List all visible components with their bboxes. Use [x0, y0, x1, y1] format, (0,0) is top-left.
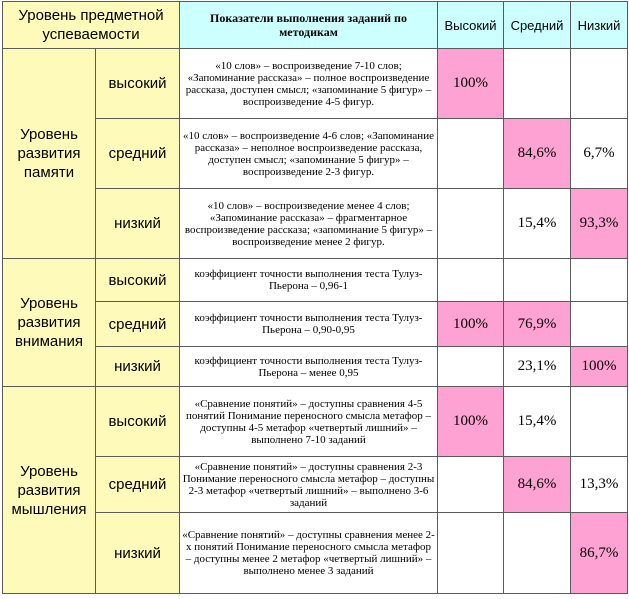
- medium-value: 76,9%: [504, 302, 571, 347]
- low-column-header: Низкий: [571, 2, 628, 49]
- memory-group-label: Уровень развития памяти: [3, 49, 96, 259]
- high-value: [438, 119, 504, 189]
- low-value: 13,3%: [571, 457, 628, 513]
- table-row: [3, 457, 628, 513]
- medium-value: [504, 513, 571, 594]
- attention-group-label: Уровень развития внимания: [3, 259, 96, 387]
- high-column-header: Высокий: [438, 2, 504, 49]
- indicator-description: коэффициент точности выполнения теста Тулуз-Пьерона – 0,90-0,95: [180, 302, 438, 347]
- indicator-description: «Сравнение понятий» – доступны сравнения 2-3 Понимание переносного смысла метафор – доступны 2-3 метафор «четвертый лишний» – выполнено 3-6 заданий: [180, 457, 438, 513]
- high-value: 100%: [438, 302, 504, 347]
- medium-value: [504, 49, 571, 119]
- low-value: 86,7%: [571, 513, 628, 594]
- low-value: 6,7%: [571, 119, 628, 189]
- thinking-group-label: Уровень развития мышления: [3, 387, 96, 594]
- indicators-column-header: Показатели выполнения заданий по методикам: [180, 2, 438, 49]
- indicator-description: «Сравнение понятий» – доступны сравнения менее 2-х понятий Понимание переносного смысла метафор – доступны менее 2 метафор «четвертый лишний» – выполнено менее 3 заданий: [180, 513, 438, 594]
- level-label: средний: [96, 457, 180, 513]
- level-label: средний: [96, 302, 180, 347]
- indicator-description: «10 слов» – воспроизведение 7-10 слов; «Запоминание рассказа» – полное воспроизведение рассказа, доступен смысл; «запоминание 5 фигур» – воспроизведение 4-5 фигур.: [180, 49, 438, 119]
- table-row: [3, 347, 628, 387]
- indicator-description: «10 слов» – воспроизведение менее 4 слов; «Запоминание рассказа» – фрагментарное воспроизведение рассказа; «запоминание 5 фигур» – воспроизведение менее 2 фигур.: [180, 189, 438, 259]
- medium-column-header: Средний: [504, 2, 571, 49]
- level-label: низкий: [96, 513, 180, 594]
- medium-value: 84,6%: [504, 119, 571, 189]
- table-row: [3, 513, 628, 594]
- table-row: [3, 259, 628, 302]
- table-row: [3, 49, 628, 119]
- indicator-description: коэффициент точности выполнения теста Тулуз-Пьерона – менее 0,95: [180, 347, 438, 387]
- medium-value: 15,4%: [504, 387, 571, 457]
- high-value: [438, 189, 504, 259]
- table-row: [3, 119, 628, 189]
- high-value: [438, 259, 504, 302]
- medium-value: 15,4%: [504, 189, 571, 259]
- high-value: 100%: [438, 49, 504, 119]
- table-row: [3, 302, 628, 347]
- low-value: 93,3%: [571, 189, 628, 259]
- low-value: [571, 387, 628, 457]
- low-value: [571, 49, 628, 119]
- medium-value: 23,1%: [504, 347, 571, 387]
- low-value: 100%: [571, 347, 628, 387]
- high-value: [438, 513, 504, 594]
- low-value: [571, 302, 628, 347]
- level-label: низкий: [96, 189, 180, 259]
- medium-value: [504, 259, 571, 302]
- level-label: низкий: [96, 347, 180, 387]
- level-label: высокий: [96, 49, 180, 119]
- level-column-header: Уровень предметной успеваемости: [3, 2, 180, 49]
- results-table: [2, 1, 628, 594]
- medium-value: 84,6%: [504, 457, 571, 513]
- indicator-description: «Сравнение понятий» – доступны сравнения 4-5 понятий Понимание переносного смысла метафор – доступны 4-5 метафор «четвертый лишний» – выполнено 7-10 заданий: [180, 387, 438, 457]
- indicator-description: коэффициент точности выполнения теста Тулуз-Пьерона – 0,96-1: [180, 259, 438, 302]
- high-value: [438, 347, 504, 387]
- high-value: 100%: [438, 387, 504, 457]
- level-label: высокий: [96, 387, 180, 457]
- high-value: [438, 457, 504, 513]
- level-label: высокий: [96, 259, 180, 302]
- indicator-description: «10 слов» – воспроизведение 4-6 слов; «Запоминание рассказа» – неполное воспроизведение рассказа, доступен смысл; «запоминание 5 фигур» – воспроизведение 2-3 фигур.: [180, 119, 438, 189]
- low-value: [571, 259, 628, 302]
- level-label: средний: [96, 119, 180, 189]
- table-row: [3, 387, 628, 457]
- table-row: [3, 189, 628, 259]
